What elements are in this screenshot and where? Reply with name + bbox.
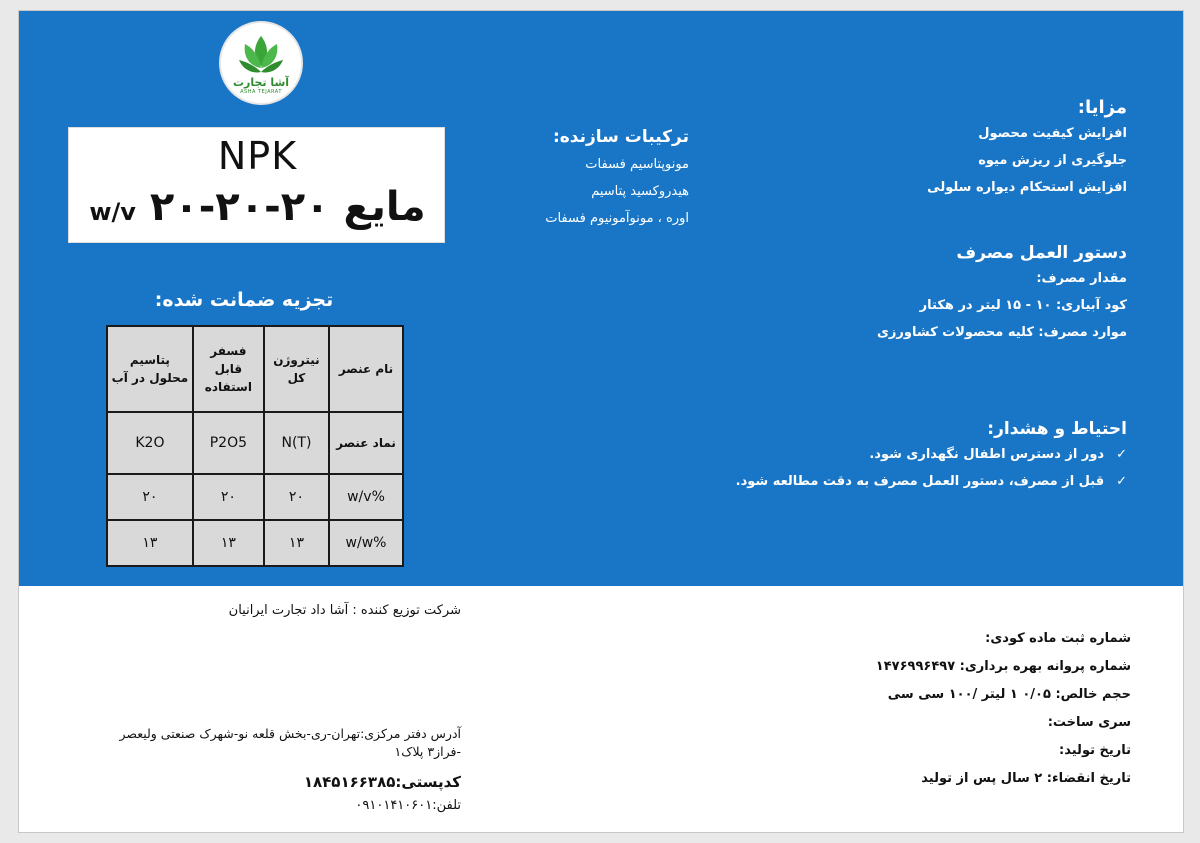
warning-item — [647, 441, 1127, 468]
phone-number: تلفن:۰۹۱۰۱۴۱۰۶۰۱ — [355, 798, 461, 813]
production-date: تاریخ تولید: — [1059, 743, 1131, 758]
check-icon: ✓ — [1116, 474, 1127, 489]
analysis-table — [106, 325, 404, 567]
composition-item: هیدروکسید پتاسیم — [591, 184, 689, 199]
product-formula-line — [69, 184, 446, 230]
usage-line: موارد مصرف: کلیه محصولات کشاورزی — [877, 325, 1127, 340]
composition-title: ترکیبات سازنده: — [552, 127, 689, 147]
table-cell: %w/v — [329, 474, 403, 520]
warning-item — [647, 468, 1127, 495]
address-section — [21, 725, 461, 817]
warning-text: دور از دسترس اطفال نگهداری شود. — [869, 447, 1105, 462]
table-cell: ۱۳ — [193, 520, 264, 566]
warning-text: قبل از مصرف، دستور العمل مصرف به دقت مطالعه شود. — [735, 474, 1105, 489]
usage-line: کود آبیاری: ۱۰ - ۱۵ لیتر در هکتار — [919, 298, 1127, 313]
table-cell: نماد عنصر — [329, 412, 403, 474]
product-name: NPK — [217, 134, 298, 178]
table-cell: ۱۳ — [264, 520, 329, 566]
composition-item: اوره ، مونوآمونیوم فسفات — [545, 211, 689, 226]
table-row — [107, 326, 403, 412]
expiry-date: تاریخ انقضاء: ۲ سال پس از تولید — [921, 771, 1131, 786]
address-line: -فراز۳ پلاک۱ — [394, 744, 461, 759]
benefits-title: مزایا: — [1077, 97, 1127, 118]
warnings-section — [647, 419, 1127, 495]
composition-section — [459, 127, 689, 232]
net-volume: حجم خالص: ۰/۰۵ ۱ لیتر /۱۰۰ سی سی — [887, 687, 1131, 702]
benefits-section — [827, 97, 1127, 201]
batch-number: سری ساخت: — [1047, 715, 1131, 730]
registration-section — [711, 625, 1131, 793]
label-blue-panel — [19, 11, 1184, 586]
benefit-item: افزایش استحکام دیواره سلولی — [927, 180, 1127, 195]
usage-title: دستور العمل مصرف — [956, 243, 1127, 263]
company-logo — [219, 21, 303, 105]
analysis-title: تجزیه ضمانت شده: — [154, 289, 334, 311]
table-cell: N(T) — [264, 412, 329, 474]
table-header: فسفر قابل استفاده — [193, 326, 264, 412]
address-line: آدرس دفتر مرکزی:تهران-ری-بخش قلعه نو-شهرک صنعتی ولیعصر — [119, 726, 461, 741]
composition-item: مونوپتاسیم فسفات — [585, 157, 689, 172]
usage-section — [767, 243, 1127, 346]
warnings-title: احتیاط و هشدار: — [987, 419, 1127, 439]
benefit-item: جلوگیری از ریزش میوه — [978, 153, 1127, 168]
product-label — [18, 10, 1184, 833]
table-cell: ۱۳ — [107, 520, 193, 566]
usage-line: مقدار مصرف: — [1036, 271, 1127, 286]
table-cell: P2O5 — [193, 412, 264, 474]
table-cell: K2O — [107, 412, 193, 474]
table-row — [107, 520, 403, 566]
table-header: پتاسیم محلول در آب — [107, 326, 193, 412]
table-cell: ۲۰ — [107, 474, 193, 520]
logo-name: آشا تجارت — [232, 75, 290, 89]
benefit-item: افزایش کیفیت محصول — [978, 126, 1127, 141]
product-formula: ۲۰-۲۰-۲۰ مایع — [149, 184, 426, 230]
license-number: شماره پروانه بهره برداری: ۱۴۷۶۹۹۶۴۹۷ — [875, 659, 1131, 674]
table-cell: ۲۰ — [264, 474, 329, 520]
table-row — [107, 474, 403, 520]
postal-code: کدپستی:۱۸۴۵۱۶۶۳۸۵ — [303, 773, 461, 791]
logo-subtitle: ASHA TEJARAT — [240, 88, 282, 95]
table-header: نیتروژن کل — [264, 326, 329, 412]
distributor: شرکت توزیع کننده : آشا داد تجارت ایرانیان — [228, 603, 461, 618]
leaf-logo-icon — [233, 32, 289, 78]
check-icon: ✓ — [1116, 447, 1127, 462]
table-cell: ۲۰ — [193, 474, 264, 520]
registration-code: شماره ثبت ماده کودی: — [985, 631, 1131, 646]
table-row — [107, 412, 403, 474]
table-header: نام عنصر — [329, 326, 403, 412]
product-name-box — [68, 127, 445, 243]
product-unit: w/v — [89, 198, 136, 226]
table-cell: %w/w — [329, 520, 403, 566]
